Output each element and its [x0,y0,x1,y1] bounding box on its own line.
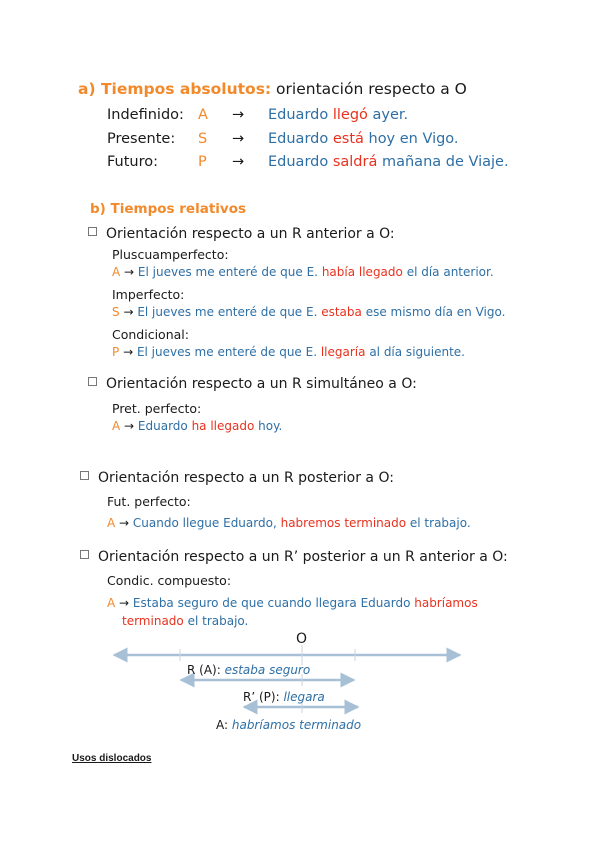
example-sentence: Eduardo llegó ayer. [268,107,409,123]
example-sentence: A → Eduardo ha llegado hoy. [112,419,283,433]
example-sentence: A → Cuando llegue Eduardo, habremos terminado el trabajo. [107,516,471,530]
subtense-name: Condic. compuesto: [107,573,232,588]
example-sentence-continuation: terminado el trabajo. [122,614,249,628]
timeline-r-label: R (A): estaba seguro [187,663,311,677]
subtense-name: Pluscuamperfecto: [112,247,229,262]
section-b-heading: b) Tiempos relativos [90,201,247,217]
subtense-name: Condicional: [112,327,189,342]
subtense-name: Imperfecto: [112,287,185,302]
usos-dislocados-heading: Usos dislocados [72,753,152,764]
example-sentence: S → El jueves me enteré de que E. estaba ese mismo día en Vigo. [112,305,506,319]
section-a-heading: a) Tiempos absolutos: orientación respecto a O [78,80,467,98]
tense-letter: A [198,107,208,123]
tense-name-futuro: Futuro: [107,154,159,170]
arrow-icon: → [232,131,245,147]
tense-letter: P [198,154,207,170]
arrow-icon: → [232,107,245,123]
bullet-r-prime-posterior: Orientación respecto a un R’ posterior a un R anterior a O: [80,549,508,565]
arrow-icon: → [232,154,245,170]
timeline-rprime-label: R’ (P): llegara [243,690,325,704]
example-sentence: Eduardo está hoy en Vigo. [268,131,459,147]
timeline-o-label: O [296,631,308,647]
example-sentence: A → Estaba seguro de que cuando llegara Eduardo habríamos [107,596,478,610]
example-sentence: P → El jueves me enteré de que E. llegaría al día siguiente. [112,345,465,359]
bullet-r-simultaneo: Orientación respecto a un R simultáneo a O: [88,376,417,392]
timeline-a-label: A: habríamos terminado [216,718,362,732]
bullet-r-posterior: Orientación respecto a un R posterior a O: [80,470,394,486]
tense-name-indefinido: Indefinido: [107,107,184,123]
subtense-name: Fut. perfecto: [107,494,191,509]
tense-letter: S [198,131,208,147]
subtense-name: Pret. perfecto: [112,401,202,416]
tense-name-presente: Presente: [107,131,176,147]
example-sentence: Eduardo saldrá mañana de Viaje. [268,154,509,170]
bullet-r-anterior: Orientación respecto a un R anterior a O: [88,226,395,242]
example-sentence: A → El jueves me enteré de que E. había llegado el día anterior. [112,265,494,279]
